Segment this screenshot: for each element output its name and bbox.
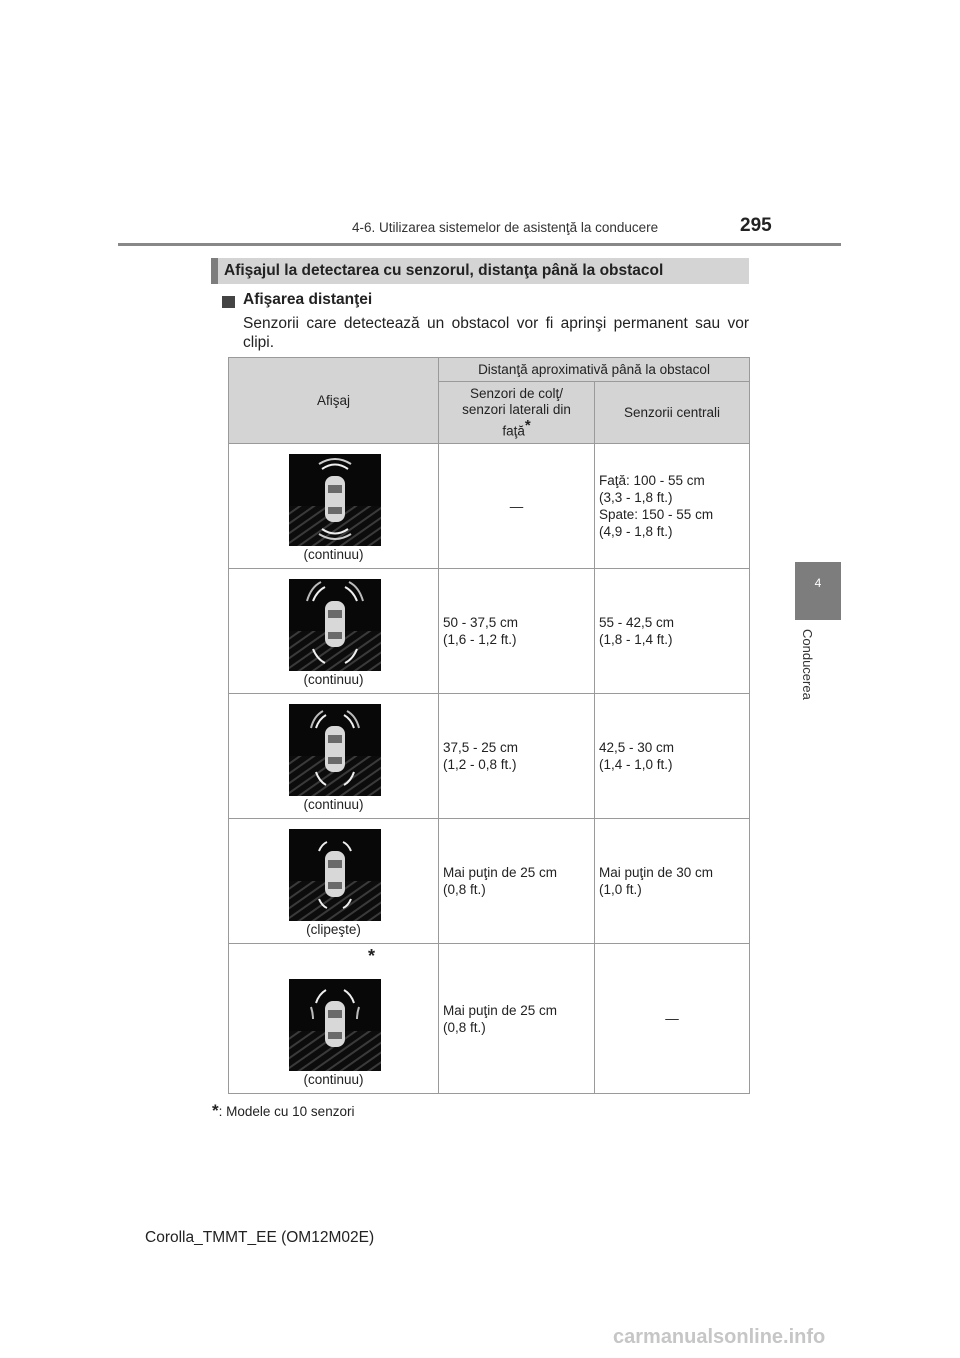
center-line: 55 - 42,5 cm: [599, 615, 675, 630]
center-line: Mai puţin de 30 cm: [599, 865, 714, 880]
display-cell: [229, 569, 439, 694]
corner-line: 37,5 - 25 cm: [443, 740, 519, 755]
corner-value: [439, 944, 595, 1094]
corner-value: [439, 694, 595, 819]
header-corner-line-1: Senzori de colţ/: [469, 385, 564, 401]
corner-line: Mai puţin de 25 cm: [443, 865, 558, 880]
page-number: 295: [740, 215, 772, 236]
display-caption: (continuu): [303, 672, 364, 687]
corner-value: [439, 569, 595, 694]
header-distance-group: Distanţă aproximativă până la obstacol: [439, 358, 750, 382]
center-line: (3,3 - 1,8 ft.): [599, 490, 673, 505]
corner-value: —: [439, 444, 595, 569]
display-cell: [229, 819, 439, 944]
chapter-tab: [795, 562, 841, 620]
header-display: Afişaj: [229, 358, 439, 444]
parking-display-3-icon: [289, 704, 381, 796]
center-line: (1,0 ft.): [599, 882, 642, 897]
subsection-text: Senzorii care detectează un obstacol vor fi aprinşi permanent sau vor clipi.: [243, 315, 749, 351]
bullet-square-icon: [222, 296, 235, 308]
table-row: [229, 569, 750, 694]
display-caption: (continuu): [303, 1072, 364, 1087]
header-center-sensors: Senzorii centrali: [595, 382, 750, 444]
parking-display-4-icon: [289, 829, 381, 921]
center-value: [595, 819, 750, 944]
corner-line: Mai puţin de 25 cm: [443, 1002, 558, 1018]
display-caption: (continuu): [303, 547, 364, 562]
footer-model-code: Corolla_TMMT_EE (OM12M02E): [145, 1229, 375, 1246]
distance-table: [228, 357, 750, 1094]
table-row: [229, 444, 750, 569]
center-value: [595, 444, 750, 569]
subsection-title: Afişarea distanţei: [243, 291, 373, 308]
header-corner-sensors: [439, 382, 595, 444]
footnote-text: : Modele cu 10 senzori: [218, 1104, 355, 1119]
display-caption: (continuu): [303, 797, 364, 812]
header-divider: [118, 243, 841, 246]
corner-line: (0,8 ft.): [443, 882, 486, 897]
display-caption: (clipeşte): [306, 922, 361, 937]
center-value: [595, 694, 750, 819]
parking-display-5-icon: [289, 979, 381, 1071]
header-corner-line-2: senzori laterali din: [462, 401, 571, 417]
footnote-star: *: [212, 1101, 219, 1120]
center-line: (4,9 - 1,8 ft.): [599, 524, 673, 539]
center-line: Faţă: 100 - 55 cm: [599, 473, 705, 488]
center-line: 42,5 - 30 cm: [599, 740, 675, 755]
table-row: [229, 819, 750, 944]
row-star: *: [368, 946, 376, 966]
display-cell: [229, 694, 439, 819]
center-value: —: [595, 944, 750, 1094]
corner-line: (1,2 - 0,8 ft.): [443, 757, 517, 772]
header-corner-line-3: faţă: [502, 423, 525, 439]
parking-display-2-icon: [289, 579, 381, 671]
center-line: Spate: 150 - 55 cm: [599, 507, 714, 522]
table-row: [229, 944, 750, 1094]
corner-value: [439, 819, 595, 944]
watermark: carmanualsonline.info: [613, 1326, 826, 1348]
corner-line: 50 - 37,5 cm: [443, 615, 519, 630]
center-line: (1,8 - 1,4 ft.): [599, 632, 673, 647]
table-row: [229, 694, 750, 819]
header-star: *: [524, 416, 531, 434]
display-cell: [229, 944, 439, 1094]
header-section-title: 4-6. Utilizarea sistemelor de asistenţă la conducere: [352, 220, 659, 235]
display-cell: [229, 444, 439, 569]
corner-line: (1,6 - 1,2 ft.): [443, 632, 517, 647]
center-value: [595, 569, 750, 694]
center-line: (1,4 - 1,0 ft.): [599, 757, 673, 772]
footnote: [212, 1101, 354, 1121]
corner-line: (0,8 ft.): [443, 1019, 486, 1035]
parking-display-1-icon: [289, 454, 381, 546]
chapter-label: Conducerea: [800, 629, 815, 700]
section-heading: Afişajul la detectarea cu senzorul, distanţa până la obstacol: [224, 262, 664, 279]
chapter-tab-number: 4: [814, 576, 822, 590]
